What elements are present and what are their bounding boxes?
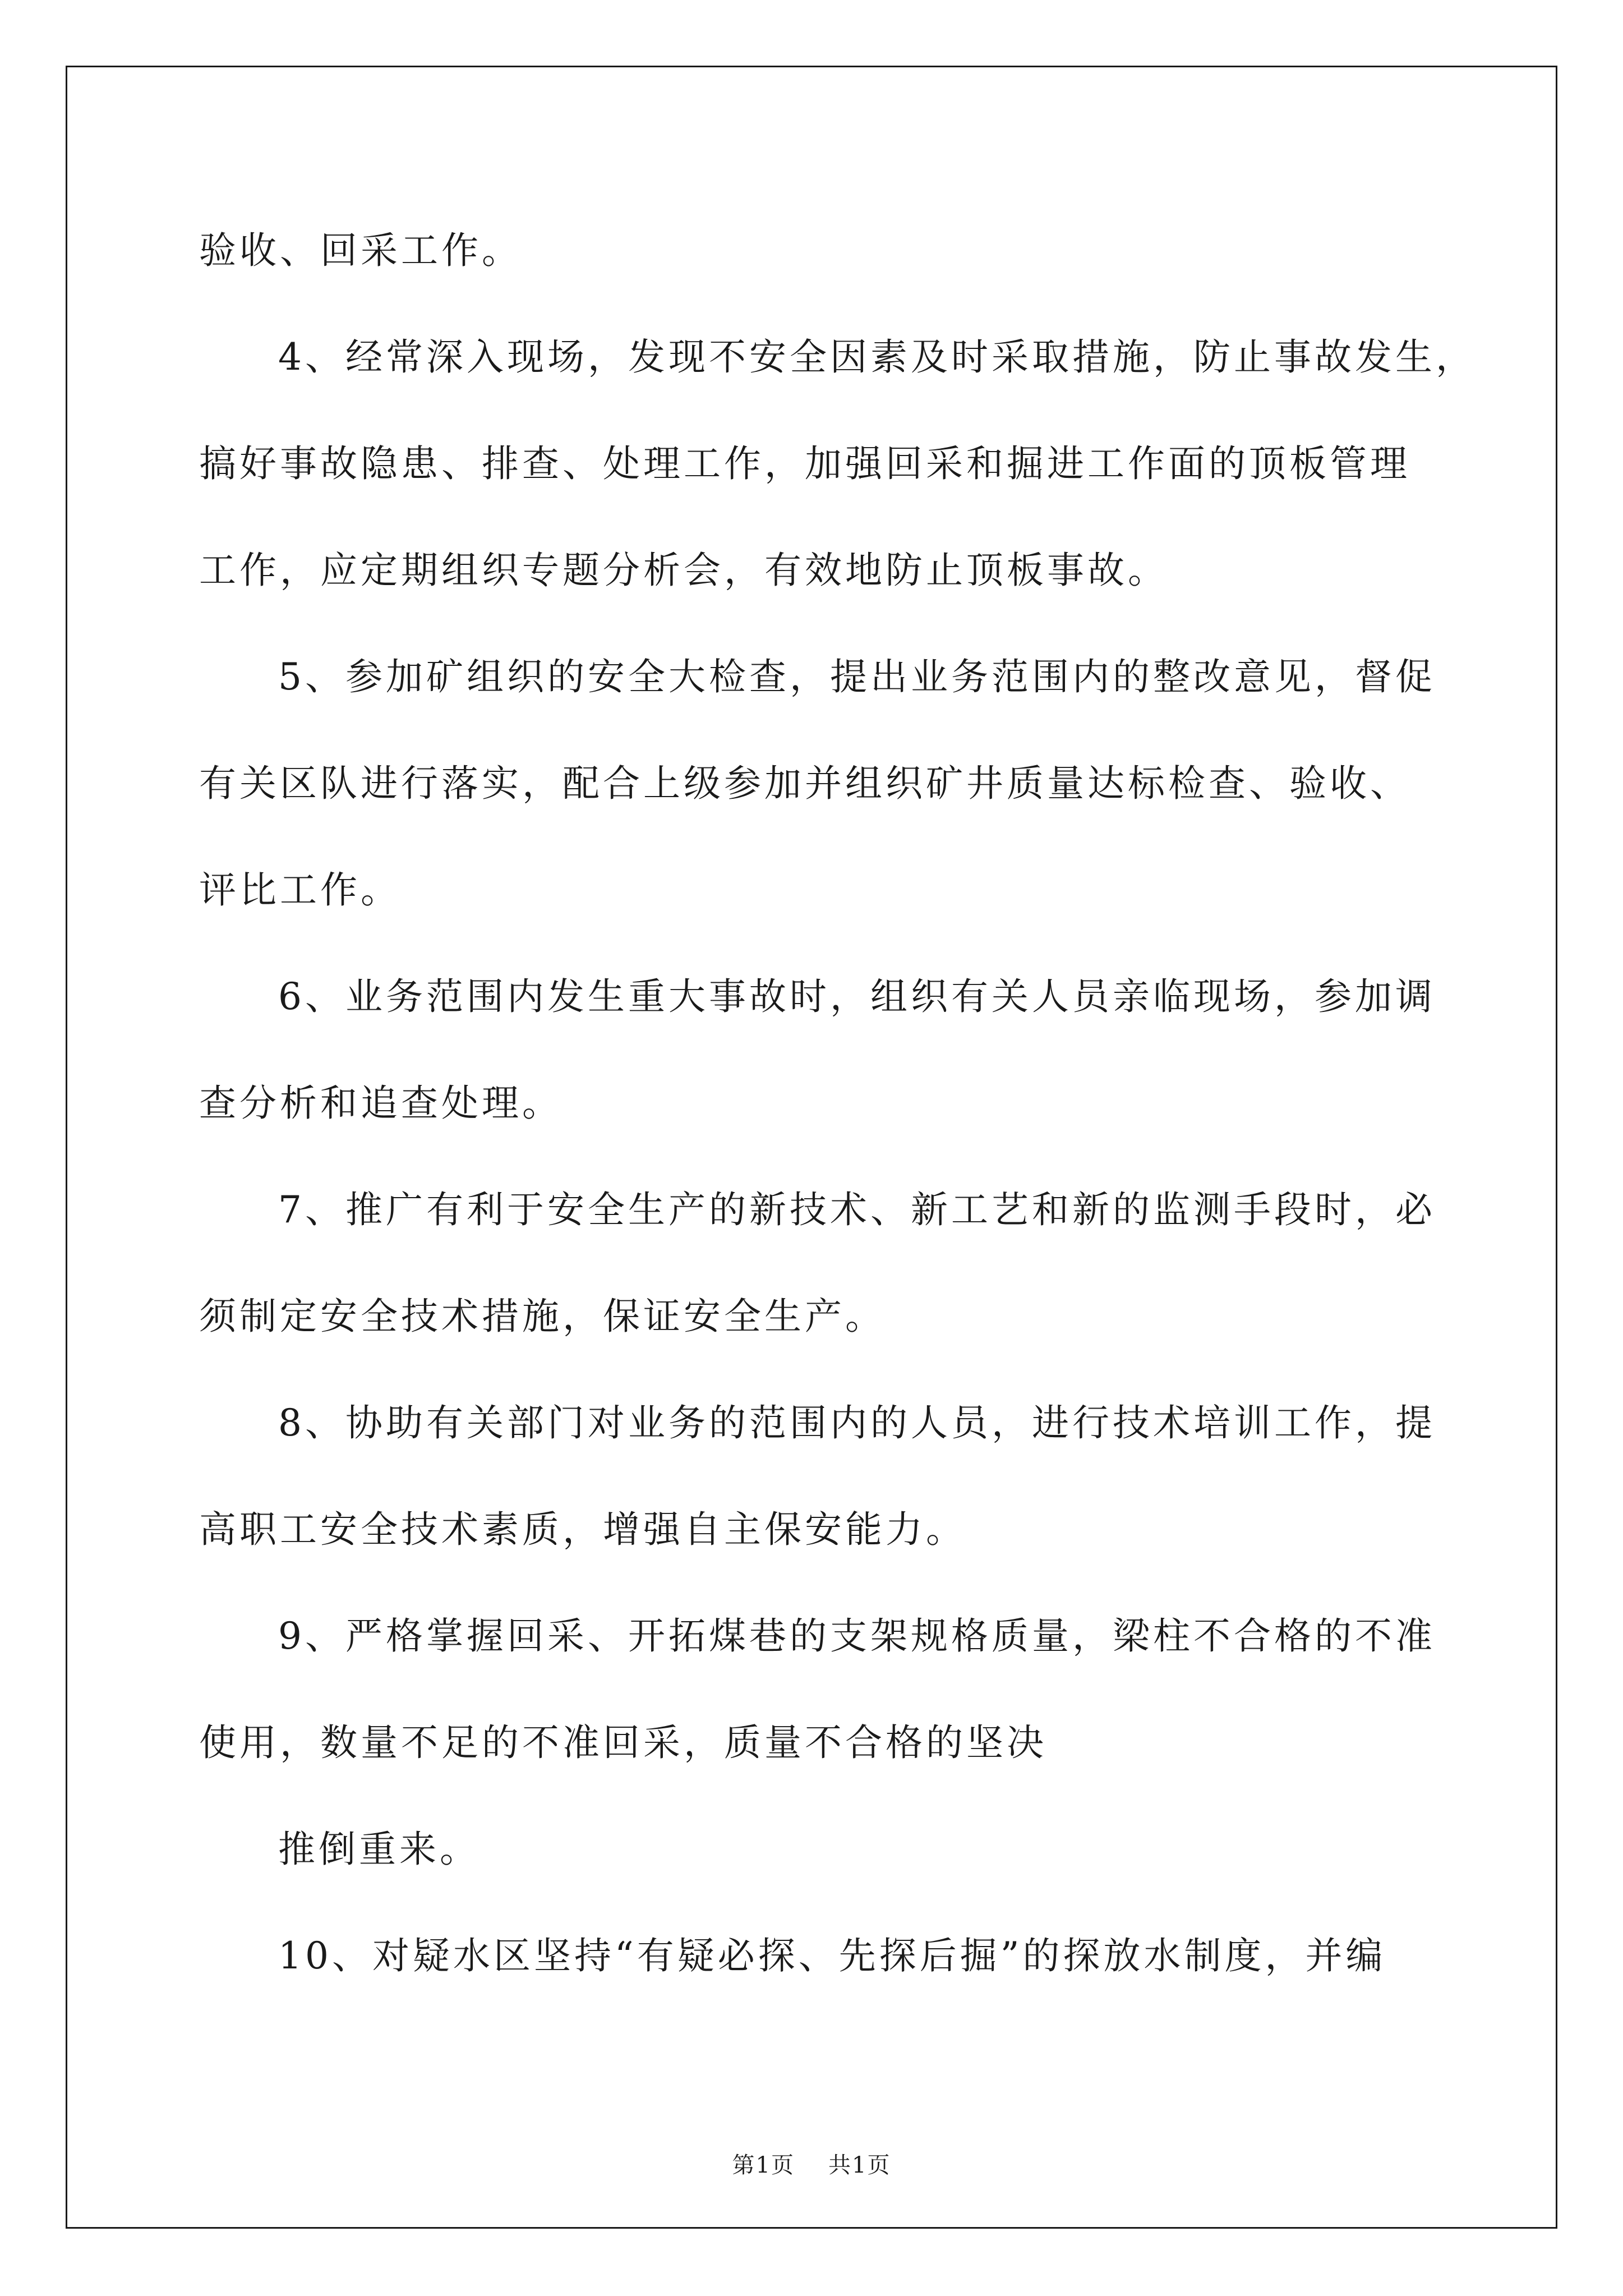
text-line: 4、经常深入现场，发现不安全因素及时采取措施，防止事故发生， xyxy=(278,335,1476,379)
text-line: 验收、回采工作。 xyxy=(199,229,522,272)
text-line: 8、协助有关部门对业务的范围内的人员，进行技术培训工作，提 xyxy=(278,1401,1436,1444)
text-line: 工作，应定期组织专题分析会，有效地防止顶板事故。 xyxy=(199,549,1168,592)
text-line: 5、参加矿组织的安全大检查，提出业务范围内的整改意见，督促 xyxy=(278,655,1436,698)
page-number-current: 第1页 xyxy=(732,2152,795,2178)
text-line: 高职工安全技术素质，增强自主保安能力。 xyxy=(199,1508,966,1551)
text-line: 有关区队进行落实，配合上级参加并组织矿井质量达标检查、验收、 xyxy=(199,762,1410,805)
text-line: 使用，数量不足的不准回采，质量不合格的坚决 xyxy=(199,1721,1047,1764)
text-line: 评比工作。 xyxy=(199,868,401,912)
text-line: 7、推广有利于安全生产的新技术、新工艺和新的监测手段时，必 xyxy=(278,1188,1436,1231)
text-line: 9、严格掌握回采、开拓煤巷的支架规格质量，梁柱不合格的不准 xyxy=(278,1614,1436,1658)
text-line: 须制定安全技术措施，保证安全生产。 xyxy=(199,1295,886,1338)
text-line: 查分析和追查处理。 xyxy=(199,1082,562,1125)
text-line: 推倒重来。 xyxy=(278,1828,480,1871)
text-line: 搞好事故隐患、排查、处理工作，加强回采和掘进工作面的顶板管理 xyxy=(199,442,1410,485)
text-line: 10、对疑水区坚持“有疑必探、先探后掘”的探放水制度，并编 xyxy=(278,1934,1386,1977)
page-number-total: 共1页 xyxy=(828,2152,891,2178)
page-border xyxy=(66,66,1557,2229)
text-line: 6、业务范围内发生重大事故时，组织有关人员亲临现场，参加调 xyxy=(278,975,1436,1018)
page-footer xyxy=(0,2147,1623,2179)
